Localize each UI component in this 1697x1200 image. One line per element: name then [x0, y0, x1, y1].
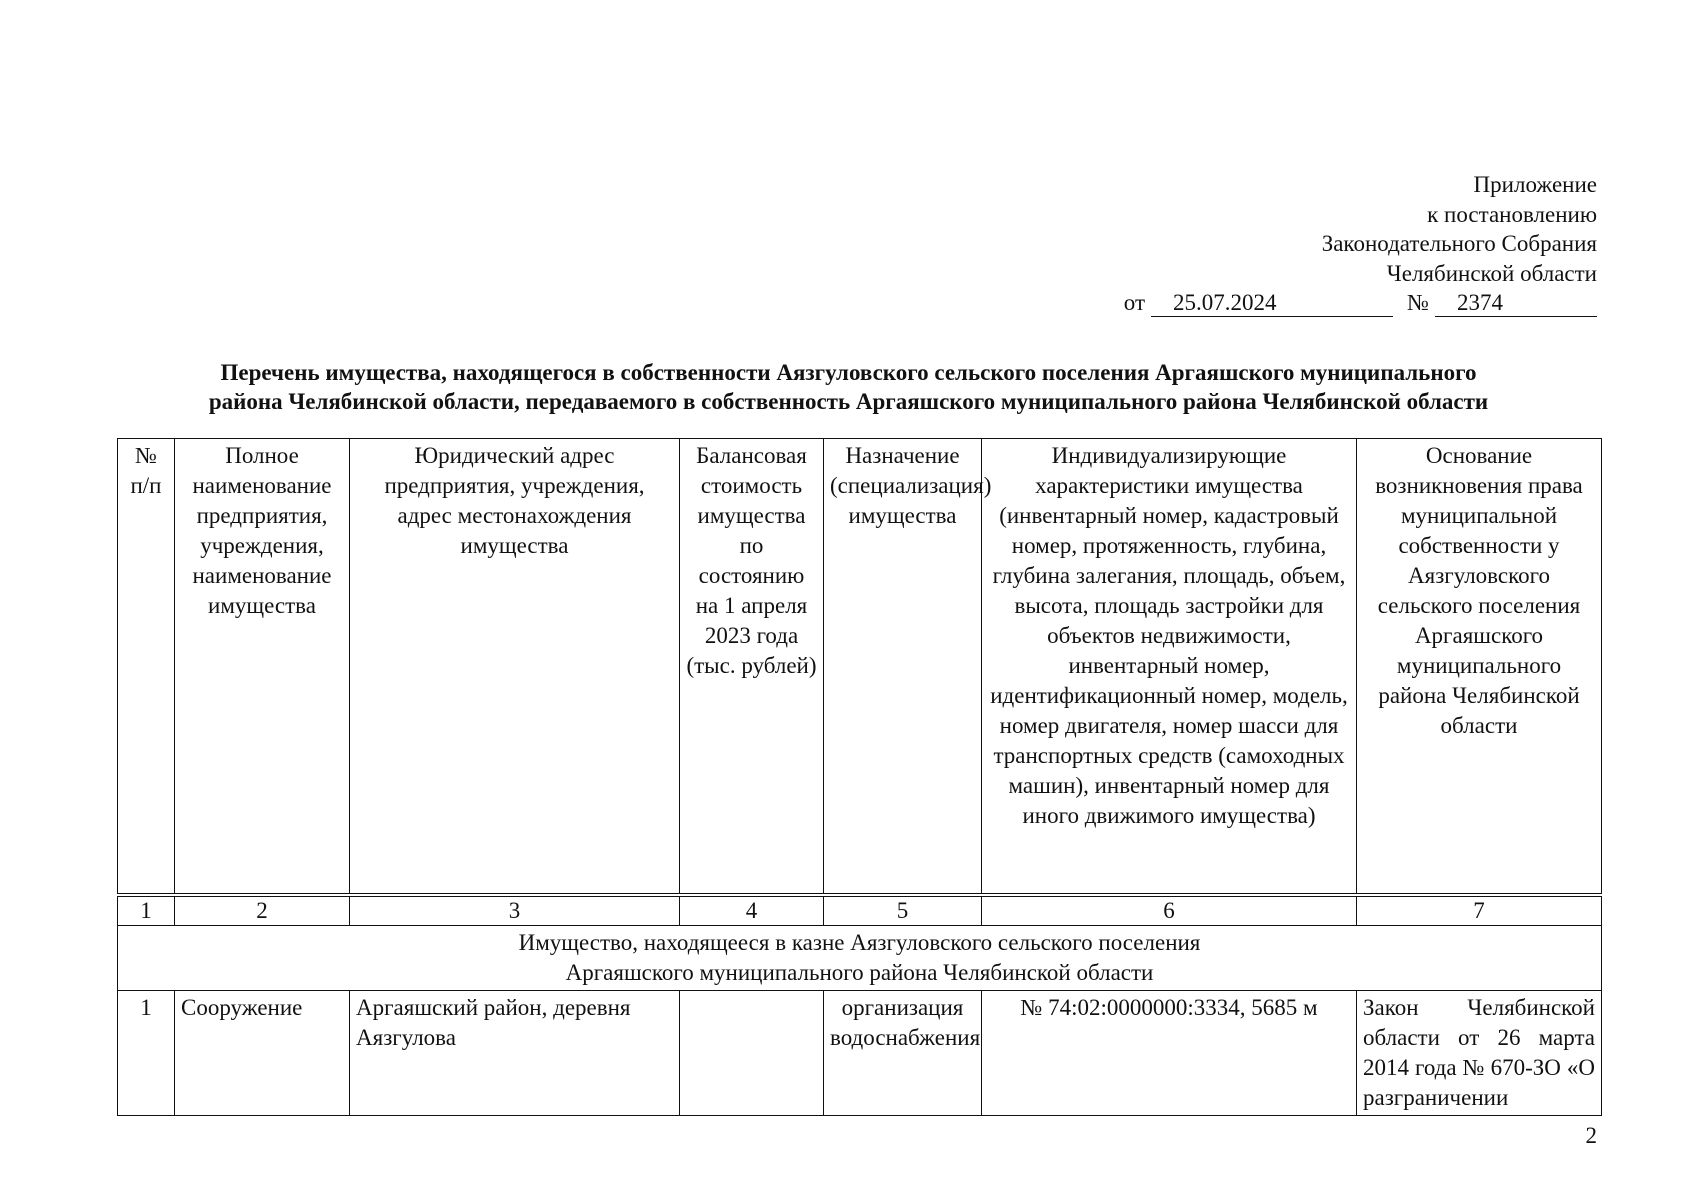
row-purpose: организация водоснабжения [824, 991, 982, 1116]
property-table [117, 438, 1602, 1116]
appendix-line-4: Челябинской области [1386, 260, 1597, 286]
row-characteristics: № 74:02:0000000:3334, 5685 м [982, 991, 1357, 1116]
section-header-row [118, 926, 1602, 991]
appendix-block [1124, 170, 1597, 318]
header-address: Юридический адрес предприятия, учреждения, адрес местонахождения имущества [350, 439, 680, 896]
row-address: Аргаяшский район, деревня Аязгулова [350, 991, 680, 1116]
number-label: № [1407, 290, 1429, 315]
column-number: 2 [175, 895, 350, 926]
table-header-row [118, 439, 1602, 896]
section-header [118, 926, 1602, 991]
document-title [100, 358, 1597, 416]
table-row [118, 991, 1602, 1116]
row-number: 1 [118, 991, 175, 1116]
column-number: 6 [982, 895, 1357, 926]
row-balance [680, 991, 824, 1116]
column-number: 3 [350, 895, 680, 926]
from-label: от [1123, 290, 1146, 315]
document-title-line-2: района Челябинской области, передаваемого в собственность Аргаяшского муниципального района Челябинской области [208, 389, 1489, 414]
appendix-line-3: Законодательного Собрания [1321, 231, 1597, 256]
column-number: 4 [680, 895, 824, 926]
column-number: 1 [118, 895, 175, 926]
header-characteristics: Индивидуализирующие характеристики имущества (инвентарный номер, кадастровый номер, протяженность, глубина, глубина залегания, площадь, объем, высота, площадь застройки для объектов недвижимости, инвентарный номер, идентификационный номер, модель, номер двигателя, номер шасси для транспортных средств (самоходных машин), инвентарный номер для иного движимого имущества) [982, 439, 1357, 896]
header-purpose: Назначение (специализация) имущества [824, 439, 982, 896]
appendix-line-2: к постановлению [1427, 201, 1597, 227]
header-name: Полное наименование предприятия, учреждения, наименование имущества [175, 439, 350, 896]
column-number: 7 [1357, 895, 1602, 926]
decree-number: 2374 [1435, 290, 1597, 317]
appendix-line-1: Приложение [1473, 172, 1597, 197]
column-number-row [118, 895, 1602, 926]
appendix-date-line [1124, 288, 1597, 318]
header-basis: Основание возникновения права муниципальной собственности у Аязгуловского сельского поселения Аргаяшского муниципального района Челябинской области [1357, 439, 1602, 896]
document-title-line-1: Перечень имущества, находящегося в собственности Аязгуловского сельского поселения Аргаяшского муниципального [220, 360, 1477, 385]
column-number: 5 [824, 895, 982, 926]
section-header-line-2: Аргаяшского муниципального района Челябинской области [565, 960, 1154, 985]
header-number: № п/п [118, 439, 175, 896]
header-balance: Балансовая стоимость имущества по состоянию на 1 апреля 2023 года (тыс. рублей) [680, 439, 824, 896]
page-number: 2 [1585, 1123, 1597, 1148]
row-name: Сооружение [175, 991, 350, 1116]
row-basis: Закон Челябинской области от 26 марта 2014 года № 670-ЗО «О разграничении [1357, 991, 1602, 1116]
section-header-line-1: Имущество, находящееся в казне Аязгуловского сельского поселения [518, 930, 1201, 955]
decree-date: 25.07.2024 [1151, 290, 1393, 317]
